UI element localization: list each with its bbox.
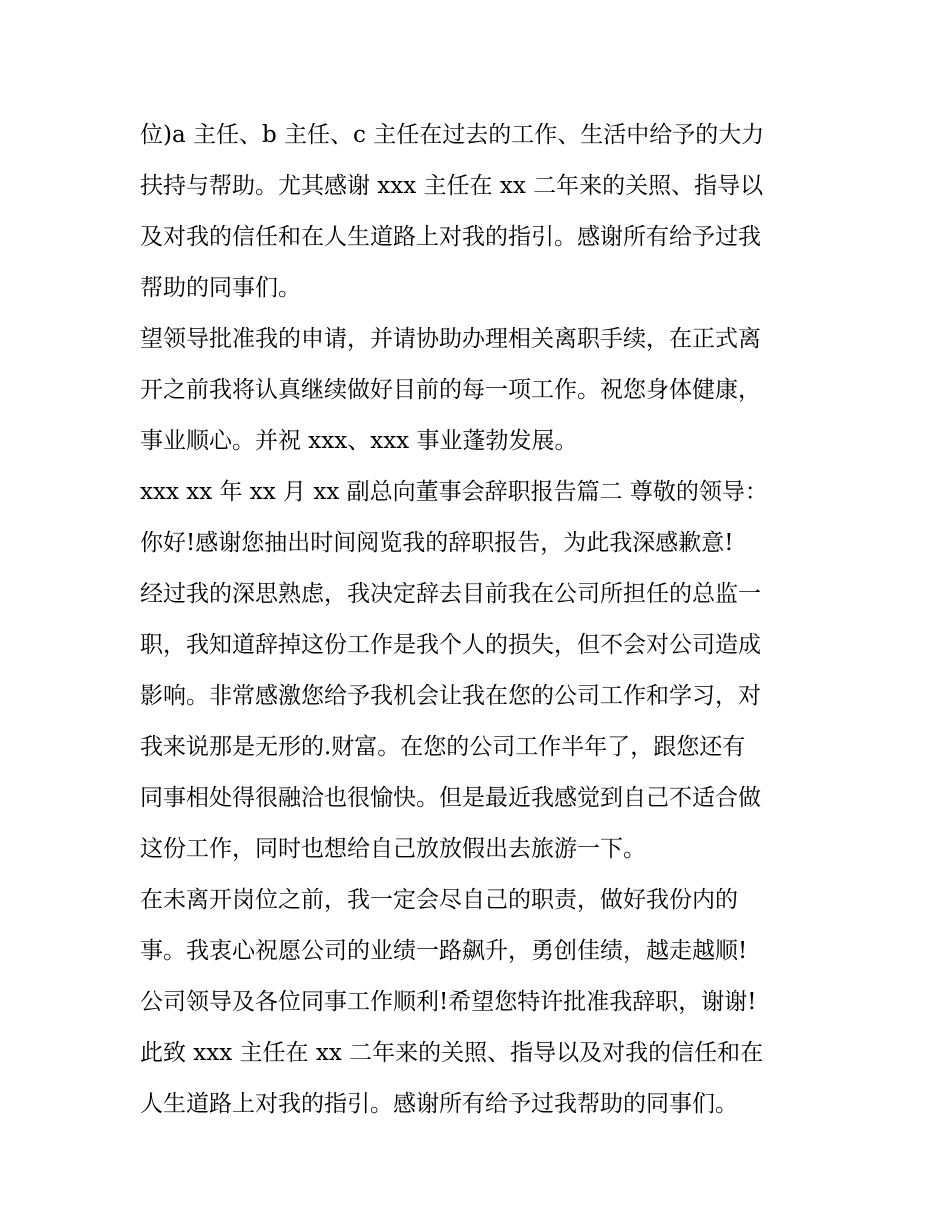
text-line: 在未离开岗位之前，我一定会尽自己的职责，做好我份内的 <box>140 887 738 913</box>
text-line: 开之前我将认真继续做好目前的每一项工作。祝您身体健康， <box>140 377 761 403</box>
document-body <box>140 110 820 1130</box>
text-line: 职，我知道辞掉这份工作是我个人的损失，但不会对公司造成 <box>140 632 761 658</box>
text-line: 望领导批准我的申请，并请协助办理相关离职手续，在正式离 <box>140 326 761 352</box>
text-line: 这份工作，同时也想给自己放放假出去旅游一下。 <box>140 836 646 862</box>
text-line: 同事相处得很融洽也很愉快。但是最近我感觉到自己不适合做 <box>140 785 761 811</box>
text-line: 人生道路上对我的指引。感谢所有给予过我帮助的同事们。 <box>140 1091 738 1117</box>
text-line: 及对我的信任和在人生道路上对我的指引。感谢所有给予过我 <box>140 224 761 250</box>
text-line: 帮助的同事们。 <box>140 275 301 301</box>
text-line: 公司领导及各位同事工作顺利!希望您特许批准我辞职，谢谢! <box>140 989 757 1015</box>
text-line: 事业顺心。并祝 xxx、xxx 事业蓬勃发展。 <box>140 428 578 454</box>
text-line: 影响。非常感激您给予我机会让我在您的公司工作和学习，对 <box>140 683 761 709</box>
text-line: 经过我的深思熟虑，我决定辞去目前我在公司所担任的总监一 <box>140 581 761 607</box>
text-line: 事。我衷心祝愿公司的业绩一路飙升，勇创佳绩，越走越顺! <box>140 938 748 964</box>
text-line: 位)a 主任、b 主任、c 主任在过去的工作、生活中给予的大力 <box>140 122 765 148</box>
text-line: 你好!感谢您抽出时间阅览我的辞职报告，为此我深感歉意! <box>140 530 734 556</box>
text-line: 扶持与帮助。尤其感谢 xxx 主任在 xx 二年来的关照、指导以 <box>140 173 764 199</box>
text-line: 我来说那是无形的.财富。在您的公司工作半年了，跟您还有 <box>140 734 746 760</box>
text-line: xxx xx 年 xx 月 xx 副总向董事会辞职报告篇二 尊敬的领导： <box>140 479 768 505</box>
text-line: 此致 xxx 主任在 xx 二年来的关照、指导以及对我的信任和在 <box>140 1040 764 1066</box>
